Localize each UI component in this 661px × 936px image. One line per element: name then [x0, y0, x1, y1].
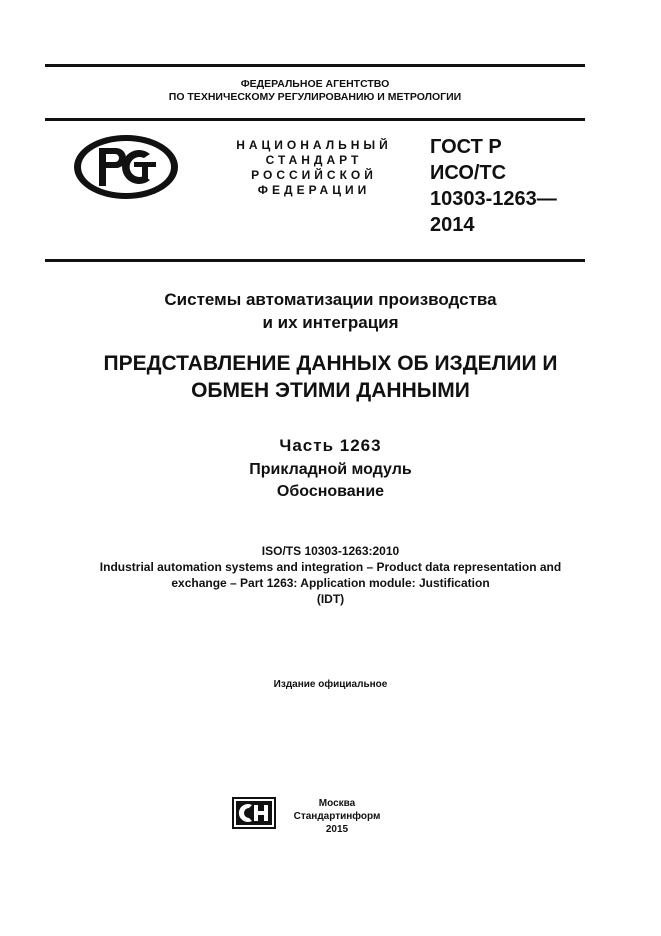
- iso-code: ISO/TS 10303-1263:2010: [261, 544, 400, 558]
- part-name-line-1: Прикладной модуль: [249, 461, 412, 478]
- part-label: Часть 1263: [279, 436, 382, 455]
- national-line-1: НАЦИОНАЛЬНЫЙ: [236, 138, 392, 152]
- edition-label: [20, 678, 641, 691]
- publisher-info: [282, 797, 392, 836]
- document-title: [20, 350, 641, 404]
- agency-rule: [45, 118, 585, 121]
- national-line-4: ФЕДЕРАЦИИ: [257, 183, 371, 197]
- publisher-name: Стандартинформ: [293, 811, 381, 822]
- title-line-2: ОБМЕН ЭТИМИ ДАННЫМИ: [191, 379, 470, 402]
- agency-line-1: ФЕДЕРАЛЬНОЕ АГЕНТСТВО: [240, 78, 390, 90]
- designation-line-1: ГОСТ Р: [430, 136, 502, 158]
- national-line-2: СТАНДАРТ: [265, 153, 363, 167]
- designation-line-4: 2014: [430, 214, 475, 236]
- iso-reference: [20, 543, 641, 607]
- part-name: [20, 459, 641, 503]
- iso-idt: (IDT): [316, 592, 345, 606]
- top-rule: [45, 64, 585, 67]
- document-subtitle: [20, 288, 641, 334]
- agency-line-2: ПО ТЕХНИЧЕСКОМУ РЕГУЛИРОВАНИЮ И МЕТРОЛОГИИ: [168, 91, 462, 103]
- publisher-year: 2015: [325, 824, 349, 835]
- standard-rule: [45, 259, 585, 262]
- standard-designation: [430, 134, 590, 238]
- standartinform-logo-icon: [232, 797, 276, 829]
- designation-line-2: ИСО/ТС: [430, 162, 507, 184]
- part-number: [20, 435, 641, 457]
- subtitle-line-1: Системы автоматизации производства: [164, 290, 497, 309]
- agency-header: [45, 78, 585, 104]
- subtitle-line-2: и их интеграция: [262, 313, 399, 332]
- national-line-3: РОССИЙСКОЙ: [251, 168, 377, 182]
- part-name-line-2: Обоснование: [276, 483, 385, 500]
- national-standard-label: [222, 138, 406, 198]
- designation-line-3: 10303-1263—: [430, 188, 557, 210]
- edition-text: Издание официальное: [273, 679, 388, 690]
- iso-english-line-1: Industrial automation systems and integration – Product data representation and: [99, 560, 562, 574]
- iso-english-line-2: exchange – Part 1263: Application module: Justification: [171, 576, 490, 590]
- publisher-city: Москва: [318, 798, 356, 809]
- gost-logo-icon: [72, 133, 180, 201]
- title-line-1: ПРЕДСТАВЛЕНИЕ ДАННЫХ ОБ ИЗДЕЛИИ И: [103, 352, 558, 375]
